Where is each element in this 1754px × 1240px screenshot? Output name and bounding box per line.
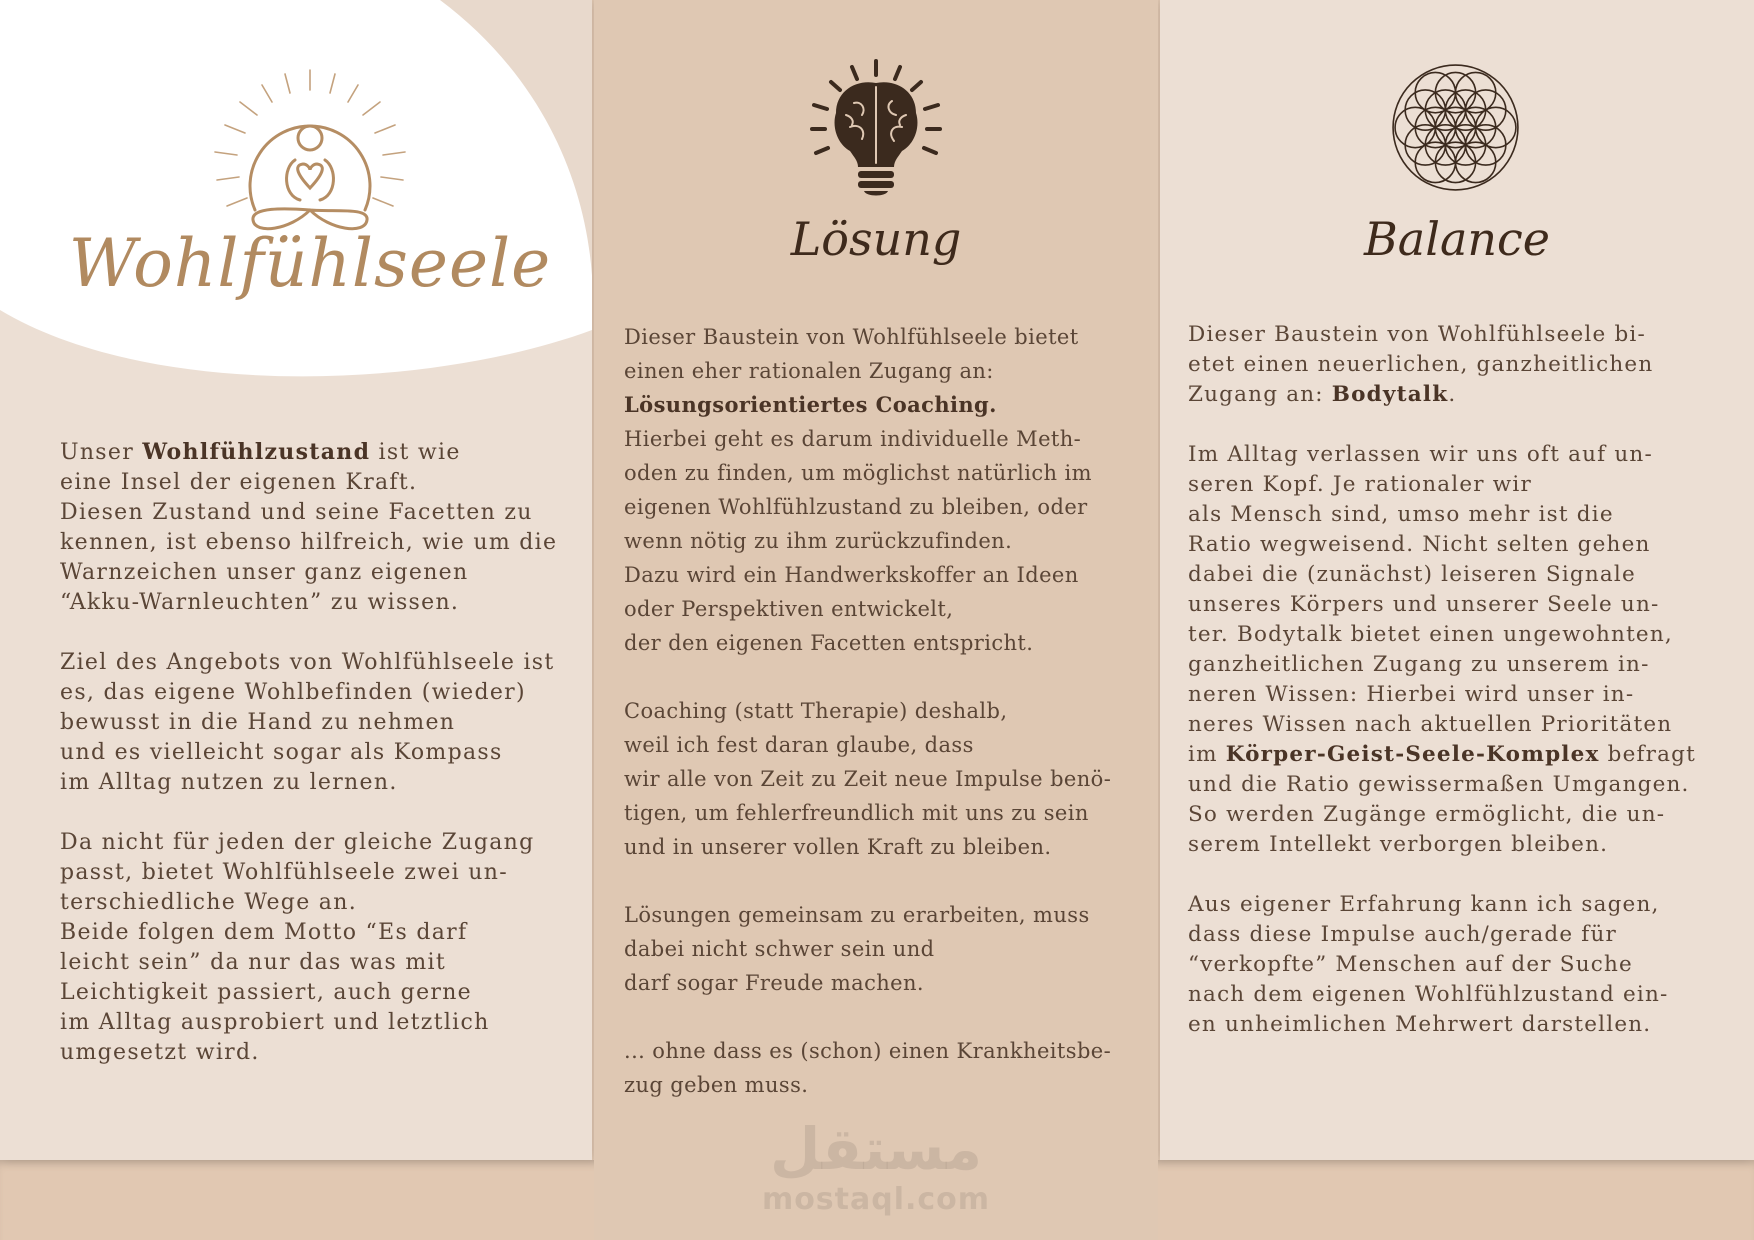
paragraph: Dieser Baustein von Wohlfühlseele bi- etet einen neuerlichen, ganzheitlichen Zugang an: Bodytalk. [1188,322,1654,407]
paragraph: Im Alltag verlassen wir uns oft auf un- seren Kopf. Je rationaler wir als Mensch sind, umso mehr ist die Ratio wegweisend. Nicht selten gehen dabei die (zunächst) leiseren Signale unseres Körpers und unserer Seele un- ter. Bodytalk bietet einen ungewohnten, ganzheitlichen Zugang zu unserem in- neren Wissen: Hierbei wird unser in- neres Wissen nach aktuellen Prioritäten im Körper-Geist-Seele-Komplex befragt und die Ratio gewissermaßen Umgangen. So werden Zugänge ermöglicht, die un- serem Intellekt verborgen bleiben. [1188,442,1696,857]
paragraph-spacer [60,798,580,828]
heading-balance: Balance [1364,212,1550,266]
balance-text [1188,320,1748,1040]
bold-term: Wohlfühlzustand [142,439,371,465]
paragraph-spacer [624,864,1144,898]
paragraph: Unser Wohlfühlzustand ist wie eine Insel der eigenen Kraft. Diesen Zustand und seine Facetten zu kennen, ist ebenso hilfreich, wie um die Warnzeichen unser ganz eigenen “Akku-Warnleuchten” zu wissen. [60,439,558,615]
paragraph-spacer [1188,410,1748,440]
brain-lightbulb-icon [806,55,946,200]
bold-term: Bodytalk [1331,382,1449,407]
bold-term: Körper-Geist-Seele-Komplex [1225,742,1600,767]
solution-text [624,320,1144,1102]
paragraph: Da nicht für jeden der gleiche Zugang passt, bietet Wohlfühlseele zwei un- terschiedliche Wege an. Beide folgen dem Motto “Es darf leicht sein” da nur das was mit Leichtigkeit passiert, auch gerne im Alltag ausprobiert und letztlich umgesetzt wird. [60,830,535,1065]
paragraph: Lösungen gemeinsam zu erarbeiten, muss dabei nicht schwer sein und darf sogar Freude machen. [624,903,1090,995]
paragraph: Ziel des Angebots von Wohlfühlseele ist es, das eigene Wohlbefinden (wieder) bewusst in die Hand zu nehmen und es vielleicht sogar als Kompass im Alltag nutzen zu lernen. [60,650,555,795]
watermark-latin: mostaql.com [761,1182,991,1217]
bold-term: Lösungsorientiertes Coaching. [624,392,997,417]
paragraph: Dieser Baustein von Wohlfühlseele bietet einen eher rationalen Zugang an: Lösungsorientiertes Coaching. Hierbei geht es darum individuelle Meth- oden zu finden, um möglichst natürlich im eigenen Wohlfühlzustand zu bleiben, oder wenn nötig zu ihm zurückzufinden. Dazu wird ein Handwerkskoffer an Ideen oder Perspektiven entwickelt, der den eigenen Facetten entspricht. [624,325,1092,655]
paragraph: Aus eigener Erfahrung kann ich sagen, dass diese Impulse auch/gerade für “verkopfte” Menschen auf der Suche nach dem eigenen Wohlfühlzustand ein- en unheimlichen Mehrwert darstellen. [1188,892,1669,1037]
paragraph-spacer [624,1000,1144,1034]
paragraph-spacer [60,618,580,648]
watermark-arabic: مستقل [769,1115,983,1183]
paragraph-spacer [624,660,1144,694]
solution-panel [594,0,1158,1240]
paragraph: Coaching (statt Therapie) deshalb, weil ich fest daran glaube, dass wir alle von Zeit zu Zeit neue Impulse benö- tigen, um fehlerfreundlich mit uns zu sein und in unserer vollen Kraft zu bleiben. [624,699,1112,859]
flower-of-life-icon [1383,55,1528,200]
paragraph: ... ohne dass es (schon) einen Krankheitsbe- zug geben muss. [624,1039,1112,1097]
meditation-heart-sun-icon [195,60,425,250]
brand-title: Wohlfühlseele [68,225,552,302]
balance-panel [1160,0,1754,1160]
paragraph-spacer [1188,860,1748,890]
intro-text [60,437,580,1068]
intro-panel [0,0,592,1160]
heading-loesung: Lösung [790,212,962,266]
